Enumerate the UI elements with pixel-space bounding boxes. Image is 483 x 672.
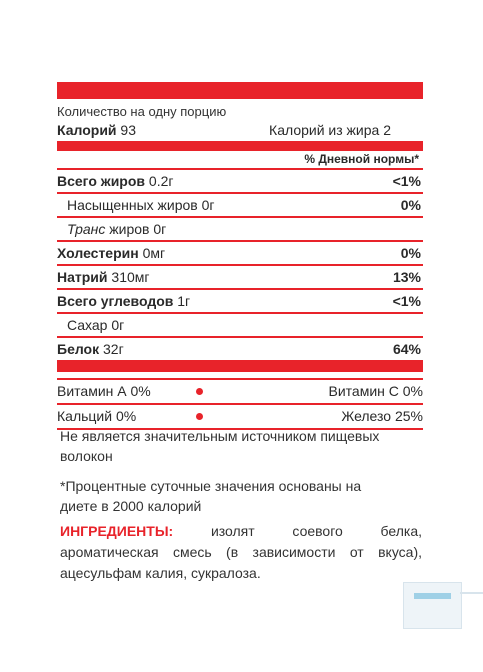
fiber-note: Не является значительным источником пищевых волокон bbox=[60, 428, 380, 464]
nutrient-dv: 0% bbox=[400, 245, 421, 261]
calories-label: Калорий bbox=[57, 122, 117, 138]
image-thumbnail bbox=[403, 582, 462, 629]
bullet-dot-icon bbox=[196, 388, 203, 395]
divider bbox=[57, 372, 423, 380]
bullet-dot-icon bbox=[196, 413, 203, 420]
nutrient-name: Всего углеводов bbox=[57, 293, 174, 309]
nutrient-name: Белок bbox=[57, 341, 100, 357]
nutrient-name: Насыщенных жиров bbox=[67, 197, 198, 213]
ingredients-text: изолят соевого белка, ароматическая смесь (в зависимости от вкуса), ацесульфам калия, сукралоза. bbox=[60, 523, 423, 581]
nutrient-amount: 0мг bbox=[142, 245, 166, 261]
calories-fat-value: 2 bbox=[383, 122, 391, 138]
ingredients-block bbox=[60, 521, 422, 584]
nutrient-amount: 1г bbox=[177, 293, 191, 309]
vitamin-right: Витамин С 0% bbox=[328, 383, 423, 399]
nutrient-name: Холестерин bbox=[57, 245, 139, 261]
calories-value: 93 bbox=[120, 122, 136, 138]
vitamin-right: Железо 25% bbox=[341, 408, 423, 424]
nutrient-amount: 0г bbox=[201, 197, 215, 213]
vitamin-row bbox=[57, 380, 423, 405]
serving-line: Количество на одну порцию bbox=[57, 104, 227, 119]
bottom-red-bar bbox=[57, 360, 423, 372]
nutrient-row-sugar bbox=[57, 314, 423, 338]
nutrient-row-protein bbox=[57, 338, 423, 360]
calories-row bbox=[57, 120, 423, 142]
nutrient-dv: 0% bbox=[400, 197, 421, 213]
nutrient-amount: 310мг bbox=[111, 269, 150, 285]
daily-value-note: *Процентные суточные значения основаны на диете в 2000 калорий bbox=[60, 478, 362, 514]
nutrient-dv bbox=[421, 218, 423, 240]
nutrient-row-total-carbs bbox=[57, 290, 423, 314]
nutrient-dv: 13% bbox=[392, 269, 421, 285]
nutrient-row-cholesterol bbox=[57, 242, 423, 266]
nutrient-dv: <1% bbox=[392, 173, 421, 189]
ingredients-heading: ИНГРЕДИЕНТЫ: bbox=[60, 523, 174, 539]
nutrient-name: Натрий bbox=[57, 269, 108, 285]
nutrient-row-sodium bbox=[57, 266, 423, 290]
nutrient-row-total-fat bbox=[57, 170, 423, 194]
nutrient-row-saturated-fat bbox=[57, 194, 423, 218]
nutrient-name: Сахар bbox=[67, 317, 108, 333]
vitamin-left: Кальций 0% bbox=[57, 408, 137, 424]
middle-red-bar bbox=[57, 142, 423, 151]
top-red-bar bbox=[57, 82, 423, 99]
nutrient-dv bbox=[421, 314, 423, 336]
nutrient-dv: 64% bbox=[392, 341, 421, 357]
daily-value-header: % Дневной нормы* bbox=[57, 151, 423, 170]
nutrient-dv: <1% bbox=[392, 293, 421, 309]
thumbnail-edge bbox=[460, 592, 483, 594]
thumbnail-highlight bbox=[414, 593, 451, 599]
nutrient-amount: 0г bbox=[111, 317, 125, 333]
nutrient-name: Транс bbox=[67, 221, 106, 237]
nutrient-amount: 0.2г bbox=[148, 173, 174, 189]
nutrient-name: Всего жиров bbox=[57, 173, 146, 189]
nutrition-facts-label bbox=[57, 82, 423, 430]
calories-fat-label: Калорий из жира bbox=[269, 122, 380, 138]
nutrient-amount: 0г bbox=[153, 221, 167, 237]
vitamin-left: Витамин А 0% bbox=[57, 383, 151, 399]
nutrient-amount: 32г bbox=[103, 341, 124, 357]
nutrient-row-trans-fat bbox=[57, 218, 423, 242]
nutrient-suffix: жиров bbox=[109, 221, 150, 237]
